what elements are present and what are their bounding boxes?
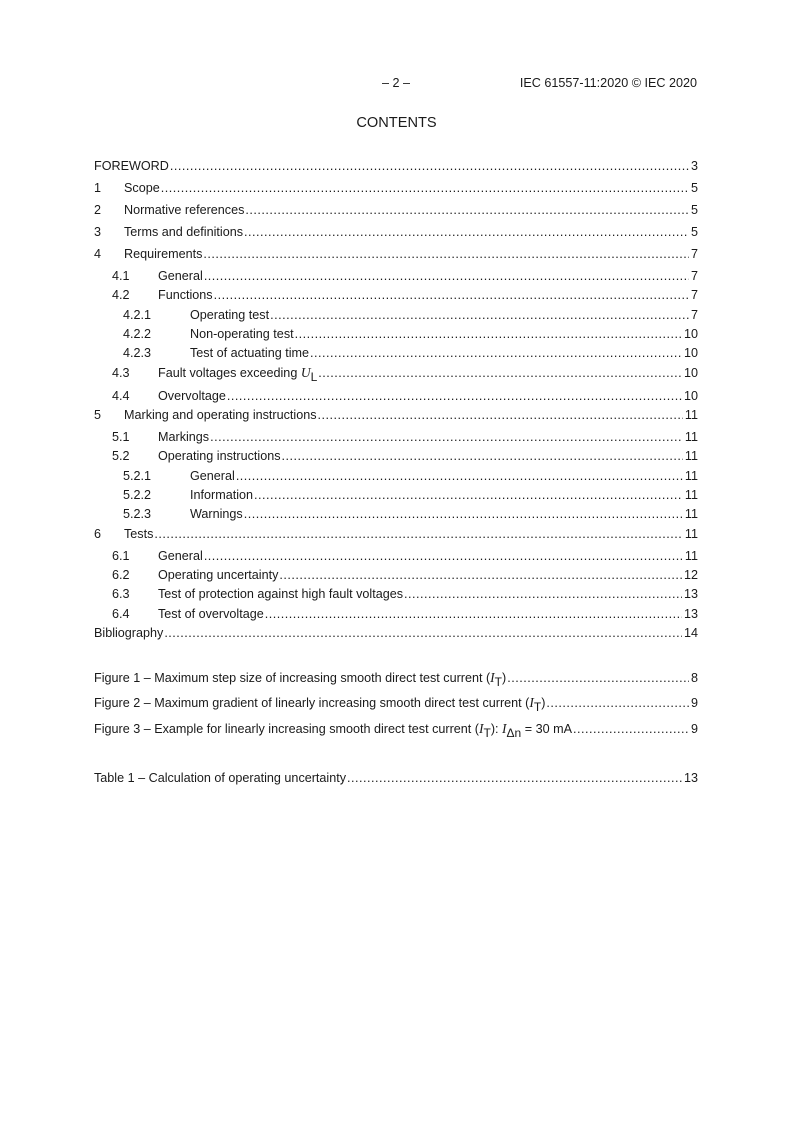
toc-entry-page: 11 [684,549,698,563]
toc-entry-title: Operating instructions [158,449,281,463]
dot-leader [279,566,682,584]
toc-entry-normative-references[interactable] [94,201,698,219]
toc-entry-number: 6.3 [112,587,130,601]
toc-entry-page: 13 [683,587,698,601]
toc-entry-title: Test of overvoltage [158,607,264,621]
toc-entry-5-2-3[interactable] [94,505,698,523]
dot-leader [210,428,683,446]
dot-leader [270,306,689,324]
toc-entry-number: 3 [94,225,102,239]
toc-entry-title: Test of actuating time [190,346,310,360]
dot-leader [546,694,689,712]
toc-entry-foreword[interactable] [94,157,698,175]
toc-entry-6-1[interactable] [94,547,698,565]
toc-entry-page: 14 [683,626,698,640]
toc-entry-page: 5 [690,225,698,239]
dot-leader [265,605,682,623]
dot-leader [318,364,682,382]
toc-entry-number: 2 [94,203,102,217]
toc-entry-number: 4.2.2 [123,327,152,341]
figure-entry-3[interactable] [94,720,698,738]
dot-leader [236,467,683,485]
dot-leader [154,525,683,543]
toc-entry-4-3[interactable] [94,364,698,382]
toc-entry-title: Tests [124,527,154,541]
toc-entry-title: Scope [124,181,160,195]
figure-caption-text: Figure 1 – Maximum step size of increasing smooth direct test current ( [94,671,491,685]
table-entry-title: Table 1 – Calculation of operating uncertainty [94,771,347,785]
toc-entry-title: FOREWORD [94,159,169,173]
dot-leader [203,245,689,263]
dot-leader [404,585,682,603]
dot-leader [204,547,683,565]
toc-entry-title: Bibliography [94,626,164,640]
toc-entry-title: Overvoltage [158,389,226,403]
toc-entry-tests[interactable] [94,525,698,543]
toc-entry-page: 7 [690,247,698,261]
toc-entry-number: 4.2 [112,288,130,302]
dot-leader [244,505,683,523]
toc-entry-number: 4.4 [112,389,130,403]
toc-entry-number: 6.1 [112,549,130,563]
subscript-t: T [494,675,502,689]
figure-caption-text: Figure 2 – Maximum gradient of linearly increasing smooth direct test current ( [94,696,530,710]
toc-entry-number: 1 [94,181,102,195]
toc-entry-page: 11 [684,488,698,502]
toc-entry-title: General [158,269,203,283]
toc-entry-page: 7 [690,288,698,302]
toc-entry-title: General [190,469,235,483]
toc-entry-title: Test of protection against high fault voltages [158,587,404,601]
figure-entry-2[interactable] [94,694,698,712]
dot-leader [170,157,689,175]
toc-entry-page: 12 [683,568,698,582]
dot-leader [164,624,682,642]
toc-entry-page: 11 [684,469,698,483]
symbol-u: U [300,365,311,380]
dot-leader [295,325,682,343]
dot-leader [573,720,689,738]
contents-title: CONTENTS [356,115,437,131]
figure-entry-page: 9 [690,696,698,710]
toc-entry-title: Operating test [190,308,270,322]
symbol-i: I [529,695,534,710]
toc-entry-5-2-2[interactable] [94,486,698,504]
subscript-t: T [533,700,542,714]
figure-entry-page: 8 [690,671,698,685]
toc-entry-scope[interactable] [94,179,698,197]
figure-entry-1[interactable] [94,669,698,687]
subscript-t: T [483,726,491,740]
toc-entry-number: 5.2.3 [123,507,152,521]
toc-entry-requirements[interactable] [94,245,698,263]
toc-entry-page: 11 [684,449,698,463]
toc-entry-page: 10 [683,346,698,360]
dot-leader [214,286,689,304]
toc-entry-number: 6.2 [112,568,130,582]
toc-entry-4-2-3[interactable] [94,344,698,362]
toc-entry-page: 5 [690,203,698,217]
dot-leader [318,406,683,424]
table-entry-1[interactable] [94,769,698,787]
toc-entry-page: 11 [684,430,698,444]
toc-entry-title: Warnings [190,507,243,521]
figure-caption-text: Figure 3 – Example for linearly increasing smooth direct test current ( [94,722,479,736]
figure-caption-tail: ) [541,696,546,710]
toc-entry-title-text: Fault voltages exceeding [158,366,298,380]
toc-entry-page: 11 [684,408,698,422]
document-reference: IEC 61557-11:2020 © IEC 2020 [519,76,697,90]
toc-entry-page: 13 [683,607,698,621]
subscript-l: L [310,370,318,384]
toc-entry-title: Markings [158,430,210,444]
toc-entry-number: 4.3 [112,366,130,380]
toc-entry-5-2[interactable] [94,447,698,465]
symbol-i: I [490,670,495,685]
toc-entry-title: Marking and operating instructions [124,408,317,422]
dot-leader [245,201,689,219]
dot-leader [244,223,689,241]
toc-entry-title: Requirements [124,247,203,261]
toc-entry-title [158,364,317,382]
page-number: – 2 – [381,76,410,90]
symbol-i: I [502,721,507,736]
symbol-i: I [478,721,484,736]
subscript-delta-n: Δn [506,726,522,740]
toc-entry-page: 10 [683,327,698,341]
toc-entry-number: 4 [94,247,102,261]
toc-entry-number: 4.2.1 [123,308,152,322]
toc-entry-terms-definitions[interactable] [94,223,698,241]
figure-entry-title [94,720,572,738]
toc-entry-number: 5.2.2 [123,488,152,502]
toc-entry-title: Operating uncertainty [158,568,279,582]
toc-entry-title: Functions [158,288,213,302]
toc-entry-title: Terms and definitions [124,225,244,239]
toc-entry-title: Information [190,488,253,502]
toc-entry-4-1[interactable] [94,267,698,285]
toc-entry-number: 5.2.1 [123,469,152,483]
toc-entry-number: 6 [94,527,102,541]
toc-entry-4-4[interactable] [94,387,698,405]
toc-entry-4-2[interactable] [94,286,698,304]
toc-entry-number: 5 [94,408,102,422]
toc-entry-page: 10 [683,366,698,380]
figure-caption-tail: ): [490,722,503,736]
toc-entry-number: 5.1 [112,430,130,444]
dot-leader [282,447,683,465]
toc-entry-number: 4.2.3 [123,346,152,360]
toc-entry-page: 11 [684,507,698,521]
toc-entry-page: 11 [684,527,698,541]
toc-entry-title: General [158,549,203,563]
toc-entry-page: 10 [683,389,698,403]
toc-entry-page: 7 [690,308,698,322]
table-entry-page: 13 [683,771,698,785]
toc-entry-number: 4.1 [112,269,130,283]
toc-entry-5-1[interactable] [94,428,698,446]
toc-entry-6-3[interactable] [94,585,698,603]
dot-leader [254,486,683,504]
toc-entry-4-2-2[interactable] [94,325,698,343]
toc-entry-6-2[interactable] [94,566,698,584]
dot-leader [310,344,682,362]
toc-entry-number: 5.2 [112,449,130,463]
toc-entry-4-2-1[interactable] [94,306,698,324]
figure-entry-title [94,669,506,687]
dot-leader [204,267,689,285]
toc-entry-number: 6.4 [112,607,130,621]
figure-entry-title [94,694,545,712]
dot-leader [507,669,689,687]
toc-entry-page: 7 [690,269,698,283]
toc-entry-marking[interactable] [94,406,698,424]
dot-leader [161,179,689,197]
toc-entry-bibliography[interactable] [94,624,698,642]
toc-entry-title: Non-operating test [190,327,294,341]
toc-entry-page: 5 [690,181,698,195]
toc-entry-page: 3 [690,159,698,173]
figure-caption-value: = 30 mA [521,722,572,736]
toc-entry-6-4[interactable] [94,605,698,623]
figure-caption-tail: ) [502,671,507,685]
dot-leader [347,769,682,787]
toc-entry-title: Normative references [124,203,245,217]
dot-leader [227,387,682,405]
toc-entry-5-2-1[interactable] [94,467,698,485]
figure-entry-page: 9 [690,722,698,736]
